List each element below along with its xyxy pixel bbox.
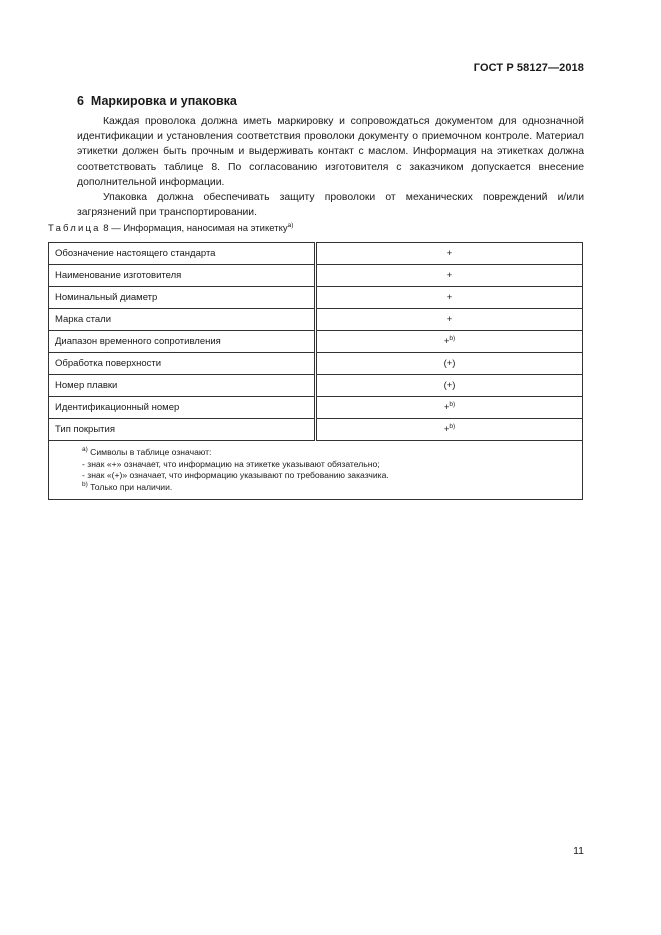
note-line: - знак «+» означает, что информацию на этикетке указывают обязательно; bbox=[82, 458, 380, 469]
row-value: (+) bbox=[316, 353, 583, 375]
row-value: + bbox=[316, 287, 583, 309]
row-name: Обозначение настоящего стандарта bbox=[49, 243, 316, 265]
row-value: +$^{b)}$ bbox=[316, 419, 583, 441]
table-caption-footnote: а) bbox=[287, 221, 294, 229]
note-b: $^{b)}$ Только при наличии. bbox=[82, 480, 173, 492]
table-caption-prefix: Таблица bbox=[48, 223, 101, 234]
table-row bbox=[49, 353, 583, 375]
document-code: ГОСТ Р 58127—2018 bbox=[473, 62, 584, 74]
table-row bbox=[49, 419, 583, 441]
table-notes bbox=[49, 441, 583, 500]
note-line: - знак «(+)» означает, что информацию указывают по требованию заказчика. bbox=[82, 470, 389, 481]
paragraph: Каждая проволока должна иметь маркировку и сопровождаться документом для однозначной идентификации и установления соответствия проволоки документу о приемочном контроле. Материал этикетки должен быть прочным и выдерживать контакт с маслом. Информация на этикетках должна соответствовать таблице 8. По согласованию изготовителя с заказчиком допускается внесение дополнительной информации. bbox=[77, 116, 584, 188]
section-number: 6 bbox=[77, 94, 84, 108]
table-row bbox=[49, 397, 583, 419]
row-value: (+) bbox=[316, 375, 583, 397]
table-row bbox=[49, 375, 583, 397]
row-name: Марка стали bbox=[49, 309, 316, 331]
row-name: Наименование изготовителя bbox=[49, 265, 316, 287]
row-name: Обработка поверхности bbox=[49, 353, 316, 375]
row-name: Номинальный диаметр bbox=[49, 287, 316, 309]
section-body bbox=[77, 114, 584, 220]
paragraph: Упаковка должна обеспечивать защиту проволоки от механических повреждений и/или загрязнений при транспортировании. bbox=[77, 192, 584, 219]
table-row bbox=[49, 287, 583, 309]
row-value: + bbox=[316, 265, 583, 287]
table-row bbox=[49, 331, 583, 353]
section-heading bbox=[77, 94, 237, 108]
row-value: +$^{b)}$ bbox=[316, 397, 583, 419]
row-value: +$^{b)}$ bbox=[316, 331, 583, 353]
page-number: 11 bbox=[573, 845, 584, 857]
table-caption-text: 8 — Информация, наносимая на этикетку bbox=[100, 223, 288, 234]
note-a: $^{a)}$ Символы в таблице означают: bbox=[82, 446, 212, 457]
row-name: Номер плавки bbox=[49, 375, 316, 397]
row-name: Тип покрытия bbox=[49, 419, 316, 441]
table-row bbox=[49, 309, 583, 331]
label-info-table bbox=[48, 242, 583, 500]
section-title: Маркировка и упаковка bbox=[90, 94, 237, 108]
table-row bbox=[49, 243, 583, 265]
row-value: + bbox=[316, 309, 583, 331]
table-row bbox=[49, 265, 583, 287]
row-name: Диапазон временного сопротивления bbox=[49, 331, 316, 353]
table-caption bbox=[48, 223, 293, 234]
row-name: Идентификационный номер bbox=[49, 397, 316, 419]
table-notes-row bbox=[49, 441, 583, 500]
row-value: + bbox=[316, 243, 583, 265]
